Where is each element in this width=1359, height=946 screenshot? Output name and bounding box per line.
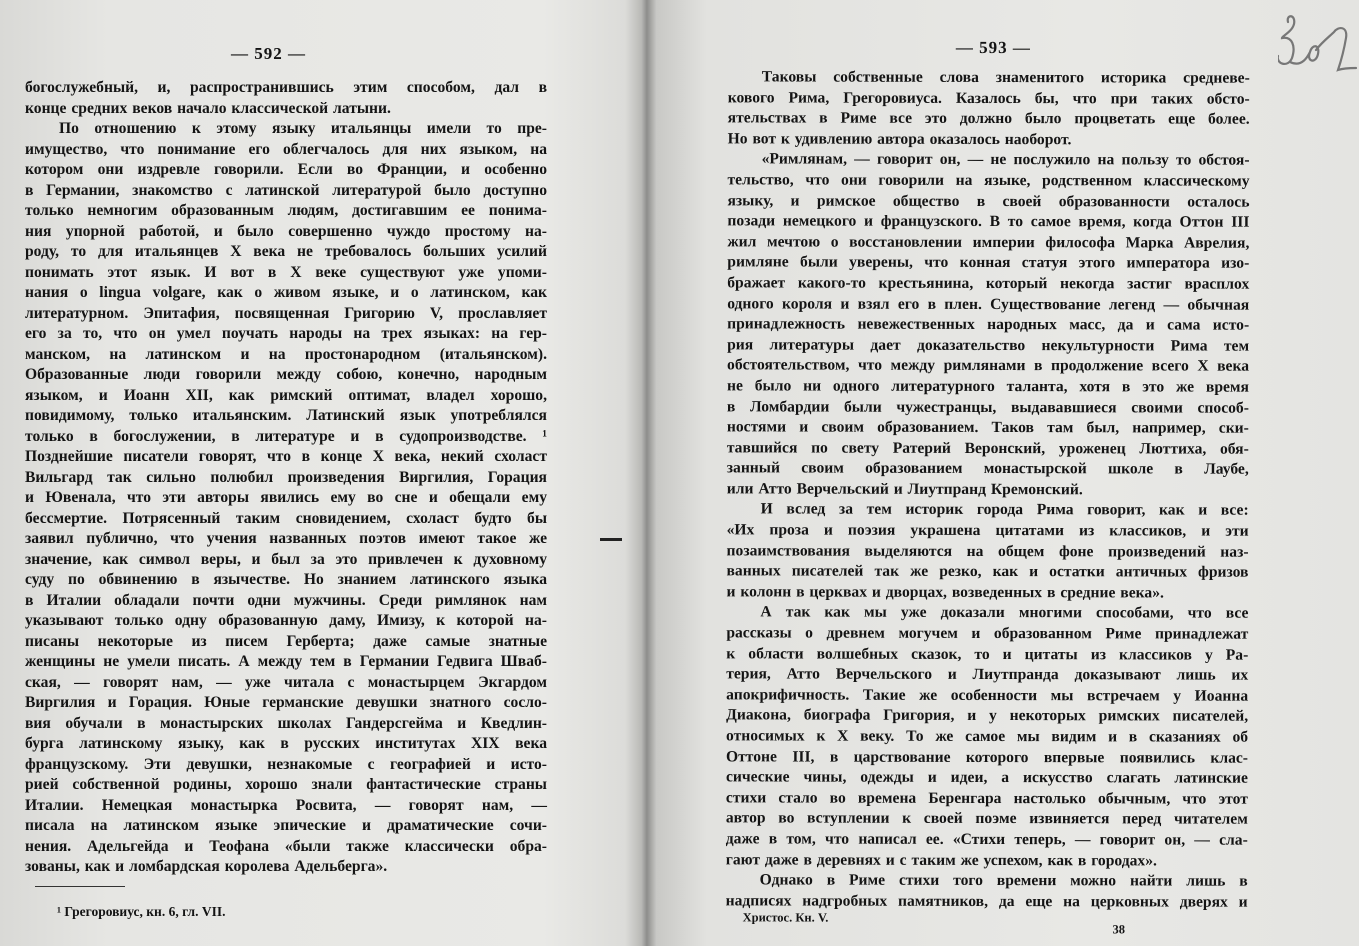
text-line: к области волшебных сказок, то и цитаты из классиков у Ра- <box>726 644 1249 664</box>
text-line: даже в том, что написал ее. «Стихи теперь, — говорит он, — сла- <box>725 830 1248 849</box>
text-line: Позднейшие писатели говорят, что в конце X века, некий схоласт <box>25 448 547 465</box>
margin-mark <box>600 538 622 541</box>
text-line: нения. Адельгейда и Теофана «были также классически обра- <box>25 837 547 855</box>
text-line: в Ломбардии были чужестранцы, выдававшиеся своими способ- <box>726 397 1249 417</box>
text-line: женщины не умели писать. А между тем в Германии Гедвига Шваб- <box>25 653 547 670</box>
text-line: заявил публично, что учения названных поэтов имеют такое же <box>25 530 547 547</box>
text-line: относимых к X веку. То же самое мы видим и в сказаниях об <box>726 727 1249 746</box>
text-line: языком, и Иоанн XII, как римский оптимат, владел хорошо, <box>25 386 547 404</box>
text-line: жил мечтою о восстановлении империи философа Марка Аврелия, <box>727 233 1250 252</box>
page-text <box>25 78 547 878</box>
text-line: «Римлянам, — говорит он, — не послужило на пользу то обстоя- <box>761 150 1250 170</box>
text-line: тавшийся по свету Ратерий Веронский, уроженец Люттиха, обя- <box>726 439 1249 458</box>
text-line: тельство, что они говорили на языке, родственном классическому <box>727 171 1250 190</box>
text-line: его за то, что он умел поучать народы на трех языках: на гер- <box>25 325 547 342</box>
text-line: бурга латинскому языку, как в русских институтах XIX века <box>25 735 547 752</box>
folio-number: 38 <box>1112 922 1126 937</box>
text-line: Вильгард так сильно полюбил произведения Виргилия, Горация <box>25 468 547 486</box>
text-line: только в богослужении, в литературе и в судопроизводстве. ¹ <box>25 427 547 445</box>
text-line: терия, Атто Верчельского и Лиутпранда доказывают лишь их <box>726 665 1249 684</box>
handwritten-302-icon <box>1278 8 1358 76</box>
text-line: Виргилия и Горация. Юные германские девушки знатного сосло- <box>25 694 547 711</box>
text-line: вия обучали в монастырских школах Гандерсгейма и Кведлин- <box>25 714 547 732</box>
page-number: — 592 — <box>231 44 306 63</box>
text-line: только немногим образованным людям, достигавшим ее понима- <box>25 202 547 219</box>
text-line: Италии. Немецкая монастырка Росвита, — говорят нам, — <box>25 796 547 814</box>
text-line: суду по обвинению в язычестве. Но знанием латинского языка <box>25 571 547 588</box>
text-line: ностями и своим образованием. Таков там был, например, ски- <box>726 418 1249 437</box>
text-line: роду, то для итальянцев X века не требовалось больших усилий <box>25 243 547 260</box>
text-line: понимать этот язык. И вот в X веке существуют уже упоми- <box>25 263 547 281</box>
footnote-divider <box>35 886 125 887</box>
text-line: рией собственной родины, хорошо знали фантастические страны <box>25 776 547 793</box>
text-line: рия литературы дает доказательство некультурности Рима тем <box>727 336 1250 355</box>
page-number: — 593 — <box>955 37 1031 58</box>
text-line: Оттоне III, в царствование которого впервые появились клас- <box>725 747 1249 767</box>
text-line: имущество, что понимание его облегчалось для них языком, на <box>25 140 547 158</box>
text-line: апокрифичность. Такие же особенности мы встречаем у Иоанна <box>726 686 1249 705</box>
text-line: кового Рима, Грегоровиуса. Казалось бы, что при таких обсто- <box>727 88 1250 108</box>
text-line: Однако в Риме стихи того времени можно найти лишь в <box>759 871 1248 890</box>
text-line: нания о lingua volgare, как о живом языке, и о латинском, как <box>25 284 547 301</box>
text-line: сические чины, одежды и идеи, а искусство слагать латинские <box>725 768 1248 787</box>
text-line: богослужебный, и, распространившись этим способом, дал в <box>25 79 547 96</box>
text-line: надписях надгробных памятников, да еще на церковных дверях и <box>725 892 1248 911</box>
text-line: не было ни одного литературного таланта, хотя в это же время <box>726 377 1250 396</box>
text-line: в Италии обладали почти одни мужчины. Среди римлянок нам <box>25 591 547 609</box>
text-line: литературном. Эпитафия, посвященная Григорию V, прославляет <box>25 304 547 322</box>
text-line: Образованные люди говорили между собою, конечно, народным <box>25 366 547 383</box>
text-line: По отношению к этому языку итальянцы имели то пре- <box>59 120 547 137</box>
text-line: бражает какого-то крестьянина, который некогда застиг врасплох <box>727 274 1250 293</box>
text-line: принадлежность невежественных народных масс, да и сама исто- <box>727 315 1250 334</box>
text-line: гают даже в деревнях и с таким же успехом, как в городах». <box>725 850 1157 870</box>
text-line: ния упорной работой, и было совершенно чуждо простому на- <box>25 222 547 240</box>
text-line: римляне были уверены, что конная статуя этого императора изо- <box>727 253 1250 273</box>
text-line: конце средних веков начало классической латыни. <box>25 99 391 117</box>
right-page <box>725 0 1250 937</box>
text-line: манском, на латинском и на простонародном (итальянском). <box>25 345 547 363</box>
text-line: «Их проза и поэзия украшена цитатами из классиков, и эти <box>726 521 1249 540</box>
text-line: одного короля и взял его в плен. Существование легенд — обычная <box>727 294 1250 314</box>
text-line: бессмертие. Потрясенный таким сновидением, схоласт будто бы <box>25 509 547 527</box>
text-line: зованы, как и ломбардская королева Адельберга». <box>25 858 388 875</box>
text-line: значение, как символ веры, и был за это привлечен к духовному <box>25 550 547 568</box>
text-line: и колонн в церквах и дворцах, возведенных в средние века». <box>726 583 1164 602</box>
footnote: ¹ Грегоровиус, кн. 6, гл. VII. <box>57 904 226 919</box>
signature-mark: Христос. Кн. V. <box>742 910 829 925</box>
text-line: писала на латинском языке эпические и драматические сочи- <box>25 817 547 834</box>
text-line: повидимому, только итальянским. Латинский язык употреблялся <box>25 407 547 424</box>
text-line: И вслед за тем историк города Рима говорит, как и все: <box>760 500 1249 520</box>
text-line: Но вот к удивлению автора оказалось наоборот. <box>727 130 1072 148</box>
text-line: Диакона, биографа Григория, и у некоторых римских писателей, <box>726 706 1249 726</box>
page-text <box>726 67 1250 913</box>
text-line: или Атто Верчельский и Лиутпранд Кремонский. <box>726 480 1083 499</box>
text-line: автор во вступлении к своей поэме извиняется перед читателем <box>725 809 1248 829</box>
text-line: языку, и римское общество в своей образованности осталось <box>727 191 1250 211</box>
text-line: и Ювенала, что эти авторы явились ему во сне и обещали ему <box>25 489 547 506</box>
text-line: занный своим образованием монастырской школе в Лаубе, <box>726 459 1249 478</box>
text-line: А так как мы уже доказали многими способами, что все <box>760 603 1249 623</box>
text-line: стихи стало во времена Беренгара настолько обычным, что этот <box>725 789 1248 808</box>
text-line: ская, — говорят нам, — уже читала с монастырцем Экгардом <box>25 673 547 691</box>
text-line: позаимствования выделяются на общем фоне произведений наз- <box>726 541 1249 561</box>
text-line: ятельствах в Риме все это должно было процветать еще более. <box>727 109 1250 128</box>
text-line: писаны некоторые из писем Герберта; даже самые знатные <box>25 632 547 650</box>
text-line: французскому. Эти девушки, незнакомые с географией и исто- <box>25 755 547 773</box>
text-line: ванных писателей так же резко, как и остатки античных фризов <box>726 562 1249 581</box>
text-line: рассказы о древнем могучем и образованном Риме принадлежат <box>726 624 1249 643</box>
text-line: в Германии, знакомство с латинской литературой было доступно <box>25 181 547 199</box>
text-line: позади немецкого и французского. В то самое время, когда Оттон III <box>727 212 1250 231</box>
text-line: Таковы собственные слова знаменитого историка средневе- <box>761 68 1250 87</box>
text-line: обстоятельством, что между римлянами в продолжение всего X века <box>727 356 1250 375</box>
text-line: котором они издревле говорили. Если во Франции, и особенно <box>25 161 547 178</box>
text-line: указывают только одну образованную даму, Имизу, к которой на- <box>25 612 547 629</box>
handwritten-number <box>1278 8 1358 81</box>
